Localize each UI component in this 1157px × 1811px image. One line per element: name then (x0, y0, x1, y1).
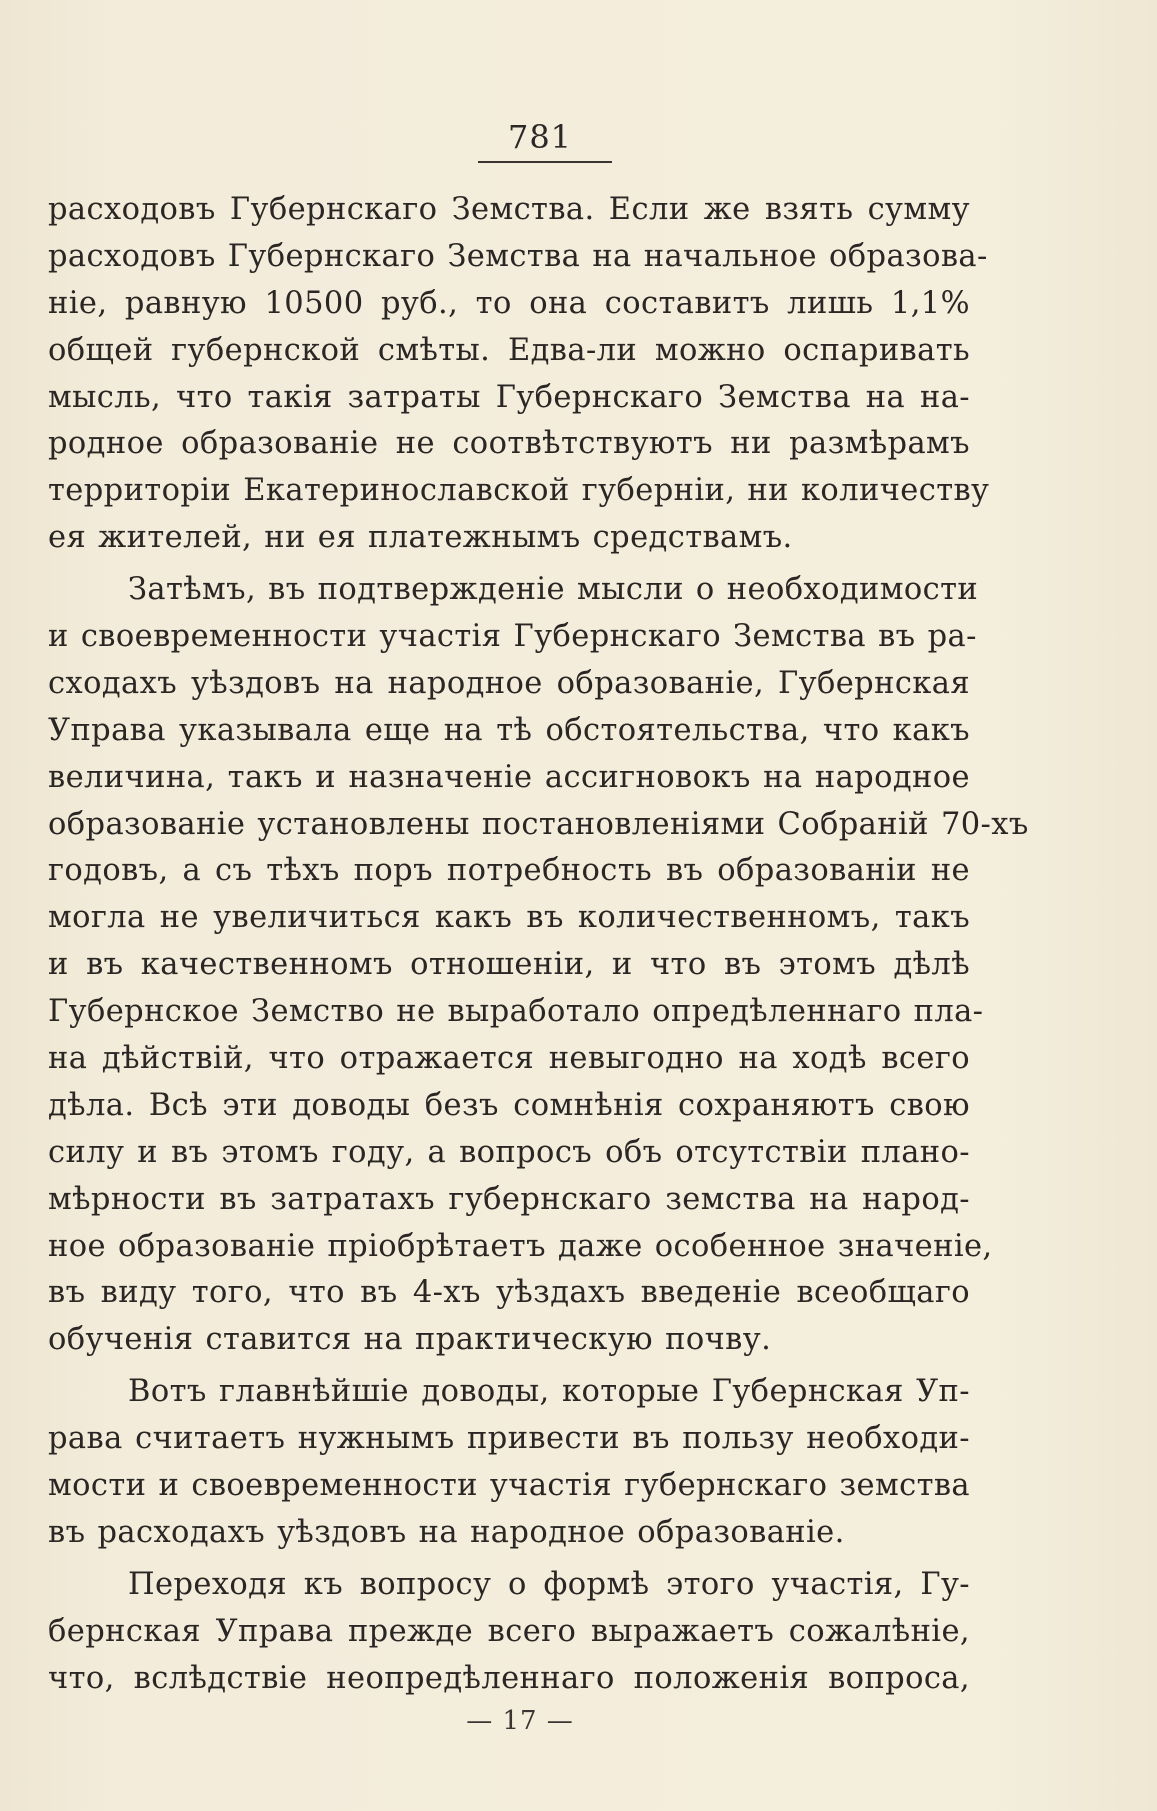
text-line: Вотъ главнѣйшіе доводы, которые Губернская Уп- (128, 1374, 970, 1410)
text-line: Переходя къ вопросу о формѣ этого участія, Гу- (128, 1566, 970, 1602)
text-line: величина, такъ и назначеніе ассигновокъ на народное (48, 759, 970, 795)
text-line: мысль, что такія затраты Губернскаго Земства на на- (48, 379, 970, 415)
text-line: и своевременности участія Губернскаго Земства въ ра- (48, 619, 977, 655)
page-number: 781 (507, 118, 573, 156)
text-line: ніе, равную 10500 руб., то она составитъ лишь 1,1% (48, 285, 970, 321)
text-line: въ расходахъ уѣздовъ на народное образованіе. (48, 1514, 845, 1550)
text-line: ея жителей, ни ея платежнымъ средствамъ. (48, 520, 793, 556)
text-line: что, вслѣдствіе неопредѣленнаго положенія вопроса, (48, 1660, 970, 1696)
text-line: на дѣйствій, что отражается невыгодно на ходѣ всего (48, 1041, 970, 1077)
text-line: Управа указывала еще на тѣ обстоятельства, что какъ (48, 712, 970, 748)
paragraph (48, 1369, 970, 1557)
text-line: мѣрности въ затратахъ губернскаго земства на народ- (48, 1181, 970, 1217)
text-line: образованіе установлены постановленіями Собраній 70-хъ (48, 806, 1029, 842)
text-line: обученія ставится на практическую почву. (48, 1322, 772, 1358)
text-line: въ виду того, что въ 4-хъ уѣздахъ введеніе всеобщаго (48, 1275, 970, 1311)
paragraph (48, 567, 1029, 1364)
text-line: расходовъ Губернскаго Земства. Если же взять сумму (48, 192, 970, 227)
body-text (48, 187, 1029, 1703)
text-line: сходахъ уѣздовъ на народное образованіе, Губернская (48, 665, 970, 701)
text-line: ное образованіе пріобрѣтаетъ даже особенное значеніе, (48, 1228, 993, 1264)
text-line: бернская Управа прежде всего выражаетъ сожалѣніе, (48, 1613, 970, 1649)
text-line: мости и своевременности участія губернскаго земства (48, 1468, 970, 1504)
text-line: могла не увеличиться какъ въ количественномъ, такъ (48, 900, 970, 936)
text-line: общей губернской смѣты. Едва-ли можно оспаривать (48, 332, 970, 368)
text-line: и въ качественномъ отношеніи, и что въ этомъ дѣлѣ (48, 947, 970, 983)
printer-signature: — 17 — (466, 1706, 574, 1736)
text-line: территоріи Екатеринославской губерніи, ни количеству (48, 473, 990, 509)
text-line: годовъ, а съ тѣхъ поръ потребность въ образованіи не (48, 853, 970, 889)
text-line: расходовъ Губернскаго Земства на начальное образова- (48, 238, 988, 274)
paragraph (48, 187, 990, 562)
paragraph (48, 1562, 970, 1703)
text-line: силу и въ этомъ году, а вопросъ объ отсутствіи плано- (48, 1134, 970, 1170)
text-line: дѣла. Всѣ эти доводы безъ сомнѣнія сохраняютъ свою (48, 1087, 970, 1123)
text-line: Затѣмъ, въ подтвержденіе мысли о необходимости (128, 572, 979, 608)
page-number-rule (478, 161, 612, 163)
text-line: рава считаетъ нужнымъ привести въ пользу необходи- (48, 1421, 970, 1457)
text-line: Губернское Земство не выработало опредѣленнаго пла- (48, 994, 984, 1030)
text-line: родное образованіе не соотвѣтствуютъ ни размѣрамъ (48, 426, 970, 462)
